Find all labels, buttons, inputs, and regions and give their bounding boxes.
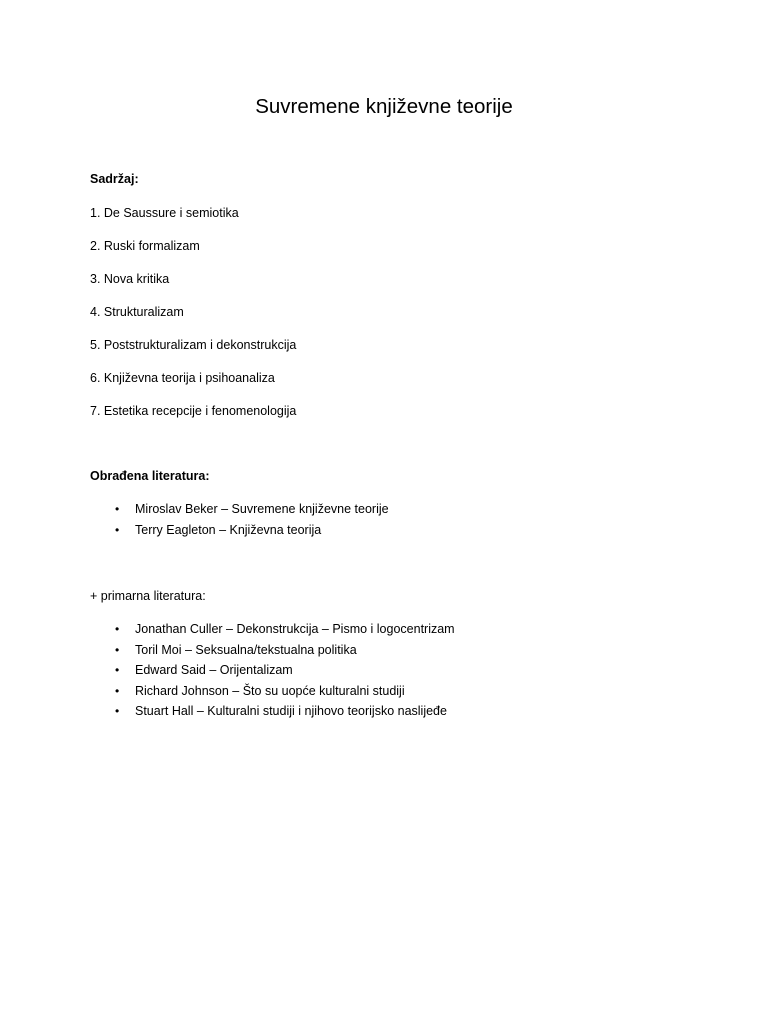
contents-item: 4. Strukturalizam xyxy=(90,305,184,319)
primary-literature-item-text: Edward Said – Orijentalizam xyxy=(135,663,293,677)
covered-literature-item-text: Terry Eagleton – Književna teorija xyxy=(135,522,322,537)
covered-literature-item xyxy=(115,502,389,523)
bullet-icon: • xyxy=(115,683,120,698)
contents-list xyxy=(90,206,296,437)
primary-literature-item-text: Toril Moi – Seksualna/tekstualna politika xyxy=(135,642,357,657)
contents-heading: Sadržaj: xyxy=(90,172,139,186)
contents-item: 7. Estetika recepcije i fenomenologija xyxy=(90,404,297,418)
covered-literature-list xyxy=(115,502,389,543)
contents-item: 6. Književna teorija i psihoanaliza xyxy=(90,371,275,385)
primary-literature-heading: + primarna literatura: xyxy=(90,589,206,603)
primary-literature-item xyxy=(115,622,455,643)
bullet-icon: • xyxy=(115,502,120,516)
covered-literature-item-text: Miroslav Beker – Suvremene književne teorije xyxy=(135,502,389,516)
bullet-icon: • xyxy=(115,663,120,677)
contents-item: 1. De Saussure i semiotika xyxy=(90,206,239,220)
primary-literature-item xyxy=(115,663,455,684)
bullet-icon: • xyxy=(115,642,120,657)
contents-item: 5. Poststrukturalizam i dekonstrukcija xyxy=(90,338,297,352)
primary-literature-item xyxy=(115,684,455,705)
bullet-icon: • xyxy=(115,522,120,537)
primary-literature-item-text: Jonathan Culler – Dekonstrukcija – Pismo i logocentrizam xyxy=(135,622,455,636)
bullet-icon: • xyxy=(115,622,120,636)
covered-literature-heading: Obrađena literatura: xyxy=(90,469,210,483)
primary-literature-item xyxy=(115,643,455,664)
page-title: Suvremene književne teorije xyxy=(255,95,513,118)
primary-literature-list xyxy=(115,622,455,725)
bullet-icon: • xyxy=(115,704,120,718)
primary-literature-item-text: Richard Johnson – Što su uopće kulturalni studiji xyxy=(135,683,405,698)
covered-literature-item xyxy=(115,523,389,544)
contents-item: 3. Nova kritika xyxy=(90,272,170,286)
primary-literature-item xyxy=(115,704,455,725)
primary-literature-item-text: Stuart Hall – Kulturalni studiji i njihovo teorijsko naslijeđe xyxy=(135,704,447,718)
contents-item: 2. Ruski formalizam xyxy=(90,239,200,253)
